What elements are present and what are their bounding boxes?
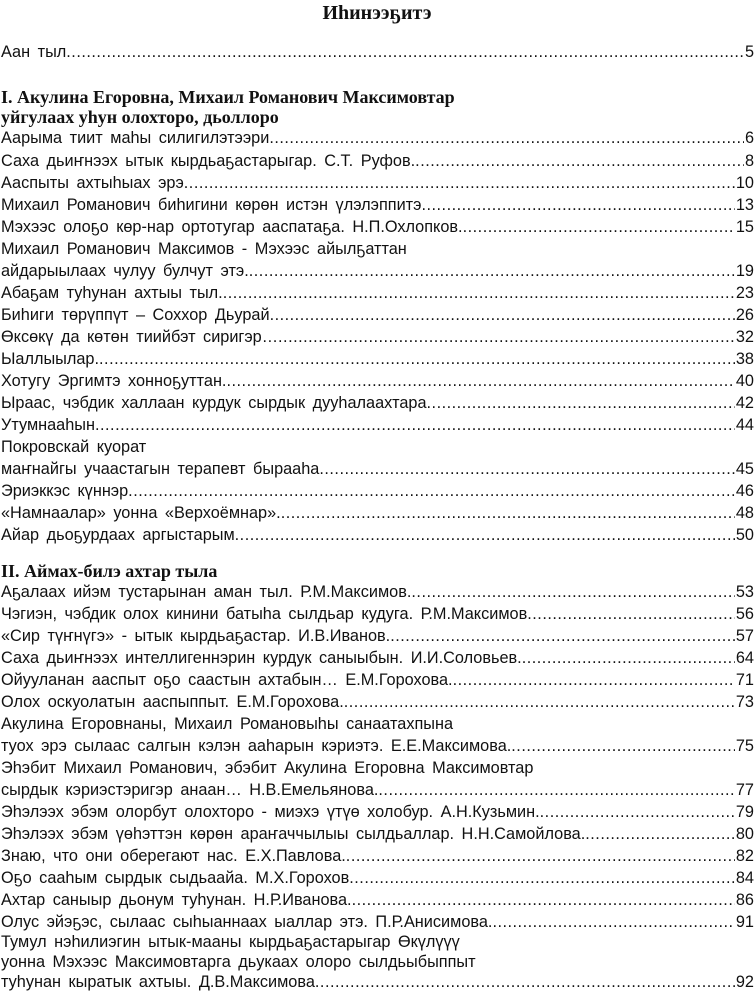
leader-dots	[511, 736, 735, 756]
toc-entry-text: Утумнааһын	[1, 416, 95, 434]
toc-entry-page: 8	[744, 152, 754, 170]
leader-dots	[319, 459, 735, 479]
toc-entry-page: 13	[735, 196, 754, 214]
toc-entry-page: 10	[735, 174, 754, 192]
toc-entry-text: «Намнаалар» уонна «Верхоёмнар».	[1, 504, 281, 522]
leader-dots	[269, 128, 744, 148]
leader-dots	[344, 692, 735, 712]
toc-entry-page: 15	[735, 218, 754, 236]
toc-entry[interactable]	[1, 481, 754, 501]
leader-dots	[226, 371, 734, 391]
leader-dots	[352, 890, 735, 910]
leader-dots	[270, 305, 735, 325]
toc-entry[interactable]	[1, 503, 754, 523]
leader-dots	[346, 846, 735, 866]
leader-dots	[281, 503, 735, 523]
toc-entry[interactable]	[1, 670, 754, 690]
toc-entry-text-first-line: Эһэбит Михаил Романович, эбэбит Акулина Егоровна Максимовтар	[1, 759, 534, 777]
toc-entry-page: 56	[735, 605, 754, 623]
leader-dots	[390, 626, 735, 646]
toc-entry[interactable]	[1, 736, 754, 756]
toc-entry-text: маҥнайгы учаастагын терапевт бырааһа	[1, 460, 320, 478]
leader-dots	[95, 415, 735, 435]
toc-entry[interactable]	[1, 582, 754, 602]
toc-entry-page: 73	[735, 693, 754, 711]
leader-dots	[540, 802, 735, 822]
leader-dots	[453, 670, 735, 690]
toc-entry-text: Хотугу Эргимтэ хонноҕуттан.	[1, 372, 227, 390]
toc-entry[interactable]	[1, 217, 754, 237]
toc-entry-text: Мэхээс олоҕо көр-нар ортотугар ааспатаҕа. Н.П.Охлопков.	[1, 218, 463, 236]
toc-entry[interactable]	[1, 972, 754, 992]
section-heading: I. Акулина Егоровна, Михаил Романович Максимовтар	[1, 87, 455, 107]
toc-entry[interactable]	[1, 802, 754, 822]
toc-entry[interactable]	[1, 846, 754, 866]
leader-dots	[585, 824, 735, 844]
toc-entry-page: 40	[735, 372, 754, 390]
leader-dots	[415, 151, 744, 171]
leader-dots	[99, 349, 735, 369]
leader-dots	[315, 972, 735, 992]
toc-entry-text: Эһэлээх эбэм олорбут олохторо - миэхэ үтүө холобур. А.Н.Кузьмин.	[1, 803, 540, 821]
toc-entry-text-second-line: уонна Мэхээс Максимовтарга дьукаах олоро сылдьыбыппыт	[1, 953, 476, 971]
leader-dots	[421, 195, 734, 215]
toc-entry-page: 26	[735, 306, 754, 324]
toc-entry-page: 19	[735, 262, 754, 280]
leader-dots	[527, 604, 735, 624]
toc-entry[interactable]	[1, 349, 754, 369]
toc-entry-page: 38	[735, 350, 754, 368]
leader-dots	[522, 648, 735, 668]
toc-entry-page: 77	[735, 781, 754, 799]
toc-entry-text: Биһиги төрүппүт – Соххор Дьурай	[1, 306, 270, 324]
toc-entry-text-first-line: Михаил Романович Максимов - Мэхээс айылҕаттан	[1, 240, 407, 258]
toc-entry[interactable]	[1, 173, 754, 193]
toc-entry-text: Олус эйэҕэс, сылаас сыһыаннаах ыаллар этэ. П.Р.Анисимова.	[1, 913, 493, 931]
toc-entry-text: сырдык кэриэстэригэр анаан… Н.В.Емельянова.	[1, 781, 379, 799]
toc-entry[interactable]	[1, 415, 754, 435]
toc-entry[interactable]	[1, 261, 754, 281]
toc-entry-text: Эһэлээх эбэм үөһэттэн көрөн араҥаччылыы сылдьаллар. Н.Н.Самойлова.	[1, 825, 586, 843]
leader-dots	[184, 173, 735, 193]
toc-entry-page: 84	[735, 869, 754, 887]
toc-entry-page: 44	[735, 416, 754, 434]
toc-entry-text: Саха дьиҥнээх ытык кырдьаҕастарыгар. С.Т. Руфов.	[1, 152, 416, 170]
section-heading: II. Аймах-билэ ахтар тыла	[1, 561, 218, 581]
toc-entry-text: Олох оскуолатын ааспыппыт. Е.М.Горохова.	[1, 693, 344, 711]
toc-entry[interactable]	[1, 195, 754, 215]
section-heading-cont: уйгулаах уһун олохторо, дьоллоро	[1, 107, 279, 127]
toc-entry-text: Ахтар саныыр дьонум туһунан. Н.Р.Иванова.	[1, 891, 352, 909]
toc-entry[interactable]	[1, 604, 754, 624]
toc-entry-text: Оҕо сааһым сырдык сыдьаайа. М.Х.Горохов	[1, 869, 350, 887]
toc-entry[interactable]	[1, 525, 754, 545]
toc-entry-page: 86	[735, 891, 754, 909]
toc-entry-page: 71	[735, 671, 754, 689]
toc-entry-page: 64	[735, 649, 754, 667]
toc-entry-page: 80	[735, 825, 754, 843]
toc-entry-text: «Сир түҥнүгэ» - ытык кырдьаҕастар. И.В.Иванов.	[1, 627, 391, 645]
page-title: Иһинээҕитэ	[322, 2, 432, 24]
toc-entry-page: 45	[735, 460, 754, 478]
toc-entry-text: Аарыма тиит маһы силигилэтээри	[1, 129, 270, 147]
toc-entry-page: 91	[735, 913, 754, 931]
toc-entry[interactable]	[1, 626, 754, 646]
toc-entry-page: 32	[735, 328, 754, 346]
toc-entry-text: Аан тыл	[1, 43, 67, 61]
toc-entry-page: 92	[735, 973, 754, 991]
toc-entry-text: туох эрэ сылаас салгын кэлэн ааһарын кэриэтэ. Е.Е.Максимова.	[1, 737, 512, 755]
toc-entry-text: туһунан кыратык ахтыы. Д.В.Максимова	[1, 973, 315, 991]
leader-dots	[249, 261, 735, 281]
toc-entry-page: 50	[735, 526, 754, 544]
toc-entry[interactable]	[1, 692, 754, 712]
toc-entry-text: Ыраас, чэбдик халлаан курдук сырдык дууһалаахтара	[1, 394, 427, 412]
toc-entry[interactable]	[1, 305, 754, 325]
toc-entry-text-first-line: Тумул нэһилиэгин ытык-мааны кырдьаҕастарыгар Өкүлүүү	[1, 933, 460, 951]
toc-entry[interactable]	[1, 393, 754, 413]
toc-entry-page: 48	[735, 504, 754, 522]
toc-entry-page: 82	[735, 847, 754, 865]
toc-entry-text: айдарыылаах чулуу булчут этэ.	[1, 262, 249, 280]
toc-entry[interactable]	[1, 151, 754, 171]
leader-dots	[378, 780, 734, 800]
leader-dots	[278, 327, 735, 347]
leader-dots	[349, 868, 735, 888]
toc-entry-page: 23	[735, 284, 754, 302]
toc-entry[interactable]	[1, 459, 754, 479]
toc-entry-text-first-line: Акулина Егоровнаны, Михаил Романовыһы санаатахпына	[1, 715, 454, 733]
toc-entry[interactable]	[1, 868, 754, 888]
toc-entry-page: 46	[735, 482, 754, 500]
toc-entry-text: Эриэккэс күннэр	[1, 482, 129, 500]
toc-entry-text: Ойууланан ааспыт оҕо саастын ахтабын… Е.М.Горохова.	[1, 671, 453, 689]
toc-entry-text: Ыаллыылар.	[1, 350, 100, 368]
toc-entry[interactable]	[1, 890, 754, 910]
leader-dots	[492, 912, 734, 932]
leader-dots	[223, 283, 735, 303]
toc-entry[interactable]	[1, 648, 754, 668]
toc-entry-page: 75	[735, 737, 754, 755]
leader-dots	[128, 481, 735, 501]
toc-entry[interactable]	[1, 283, 754, 303]
toc-entry-page: 57	[735, 627, 754, 645]
toc-entry-page: 53	[735, 583, 754, 601]
toc-entry[interactable]	[1, 128, 754, 148]
toc-entry[interactable]	[1, 780, 754, 800]
toc-entry-text-first-line: Покровскай куорат	[1, 438, 147, 456]
toc-entry-text: Өксөкү да көтөн тиийбэт сиригэр…	[1, 328, 279, 346]
toc-entry-page: 79	[735, 803, 754, 821]
toc-entry[interactable]	[1, 912, 754, 932]
toc-entry-text: Ааспыты ахтыһыах эрэ	[1, 174, 184, 192]
leader-dots	[427, 393, 735, 413]
toc-entry-text: Знаю, что они оберегают нас. Е.Х.Павлова.	[1, 847, 346, 865]
toc-entry-text: Саха дьиҥнээх интеллигеннэрин курдук саныыбын. И.И.Соловьев.	[1, 649, 522, 667]
leader-dots	[235, 525, 735, 545]
toc-entry[interactable]	[1, 42, 754, 62]
toc-entry-text: Аҕалаах ийэм тустарынан аман тыл. Р.М.Максимов.	[1, 583, 412, 601]
toc-entry-text: Абаҕам туһунан ахтыы тыл.	[1, 284, 223, 302]
toc-entry-page: 5	[744, 43, 754, 61]
toc-entry[interactable]	[1, 371, 754, 391]
leader-dots	[463, 217, 735, 237]
toc-entry-text: Чэгиэн, чэбдик олох кинини батыһа сылдьар кудуга. Р.М.Максимов	[1, 605, 528, 623]
toc-entry-page: 42	[735, 394, 754, 412]
toc-entry-text: Айар дьоҕурдаах аргыстарым	[1, 526, 235, 544]
leader-dots	[66, 42, 744, 62]
toc-entry[interactable]	[1, 327, 754, 347]
toc-entry[interactable]	[1, 824, 754, 844]
toc-entry-text: Михаил Романович биһигини көрөн истэн үлэлэппитэ	[1, 196, 422, 214]
toc-entry-page: 6	[744, 129, 754, 147]
leader-dots	[411, 582, 734, 602]
